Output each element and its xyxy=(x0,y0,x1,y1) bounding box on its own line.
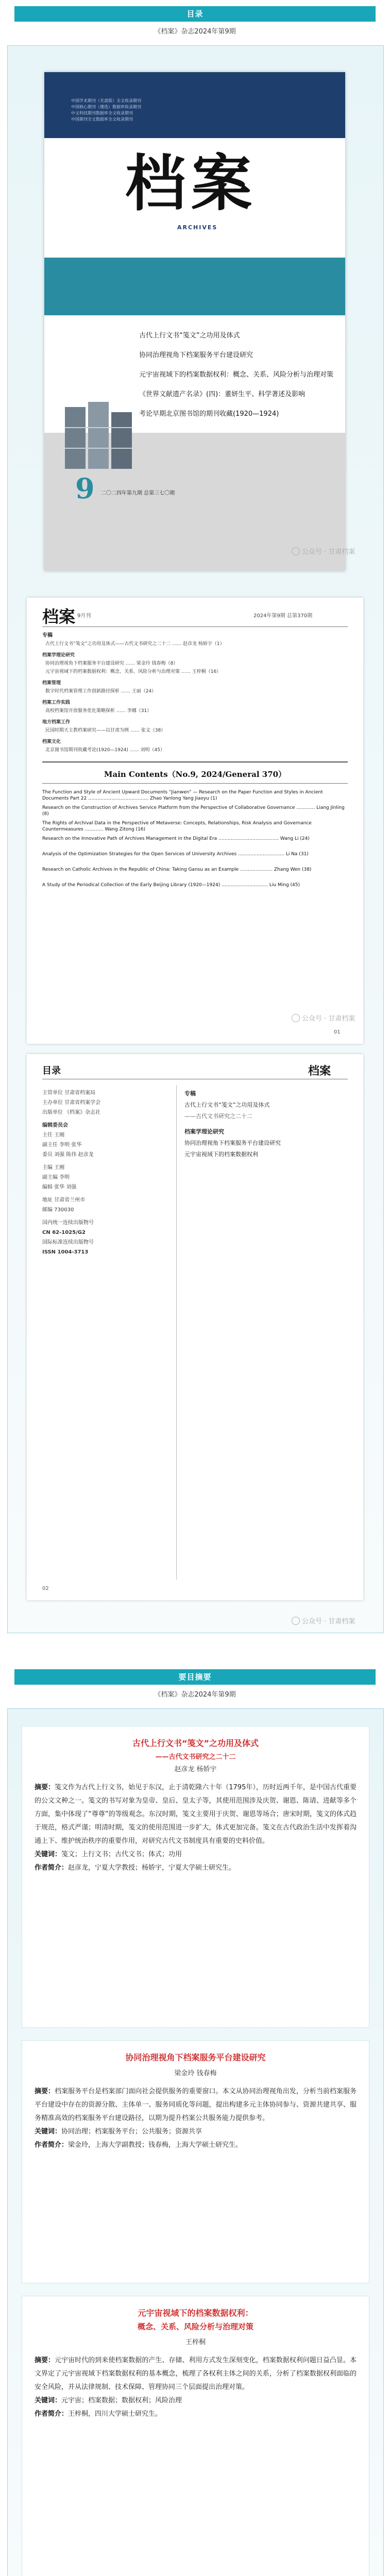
page-number: 02 xyxy=(42,1586,49,1591)
abstract-author: 王梓桐 xyxy=(185,2338,206,2346)
imprint-right-column: 专稿 古代上行文书“笺文”之功用及体式 ——古代文书研究之二十二 档案学理论研究 协同治理视角下档案服务平台建设研究 元宇宙视域下的档案数据权利 xyxy=(184,1090,281,1158)
toc-en-line[interactable]: The Function and Style of Ancient Upward Documents “Jianwen” — Research on the Paper Function and Styles in Ancient Documents Part 22 ………………………………… Zhao Yanlong Yang Jiaoyu (1) xyxy=(42,790,323,801)
contents-rule xyxy=(42,783,348,784)
toc-line[interactable]: 古代上行文书“笺文”之功用及体式——古代文书研究之二十二 …… 赵彦龙 杨娇宇（1） xyxy=(45,641,225,647)
toc-en-line[interactable]: Analysis of the Optimization Strategies for the Open Services of University Archives ………………………… Li Na (31) xyxy=(42,852,309,857)
toc-line[interactable]: 数字时代档案管理工作创新路径探析 …… 王丽（24） xyxy=(45,689,157,694)
abstract-author: 赵彦龙 杨娇宇 xyxy=(174,1766,217,1773)
toc-line[interactable]: 民国时期天主教档案研究——以甘肃为例 …… 张文（38） xyxy=(45,728,166,733)
imprint-page xyxy=(27,1054,363,1600)
contents-masthead: 档案 xyxy=(42,607,76,626)
cover-feature-4: 《世界文献遗产名录》(四)：董妍生平、科学著述及影响 xyxy=(139,391,306,398)
cover-feature-1: 古代上行文书“笺文”之功用及体式 xyxy=(139,332,240,340)
toc-heading: 地方档案工作 xyxy=(42,720,71,725)
abstract-author: 梁金玲 钱春梅 xyxy=(174,2070,217,2077)
abstracts-section-title: 要目摘要 xyxy=(178,1672,212,1682)
abstract-title[interactable]: 协同治理视角下档案服务平台建设研究 xyxy=(125,2053,266,2062)
toc-heading: 档案学理论研究 xyxy=(42,653,75,658)
abstract-title[interactable]: 元宇宙视域下的档案数据权利： xyxy=(138,2308,253,2318)
toc-en-line[interactable]: Research on the Innovative Path of Archives Management in the Digital Era ………………………………… Wang Li (24) xyxy=(42,836,310,841)
wechat-icon xyxy=(292,1014,300,1022)
watermark: 公众号 · 甘肃档案 xyxy=(292,1616,355,1625)
contents-month: 9月刊 xyxy=(77,613,91,619)
toc-en-line[interactable]: The Rights of Archival Data in the Perspective of Metaverse: Concepts, Relationships, Risk Analysis and Governance Countermeasures ………… Wang Zitong (16) xyxy=(42,821,312,832)
toc-line[interactable]: 协同治理视角下档案服务平台建设研究 …… 梁金玲 钱春梅（8） xyxy=(45,661,178,666)
imprint-divider xyxy=(176,1085,177,1580)
abstract-author-info: 作者简介：王梓桐，四川大学硕士研究生。 xyxy=(35,2410,162,2418)
contents-section-header xyxy=(14,6,376,22)
abstract-keywords: 关键词：元宇宙；档案数据；数据权利；风险治理 xyxy=(35,2397,182,2404)
toc-line[interactable]: 元宇宙视域下的档案数据权利：概念、关系、风险分析与治理对策 …… 王梓桐（16） xyxy=(45,669,222,674)
abstract-paragraph: 摘要：元宇宙时代的到来使档案数据的产生、存储、利用方式发生深刻变化，档案数据权利问题日益凸显。本文界定了元宇宙视域下档案数据权利的基本概念，梳理了各权利主体之间的关系，分析了档案数据权利面临的安全风险，并从法律规制、技术保障、管理协同三个层面提出治理对策。 xyxy=(35,2357,357,2391)
toc-line[interactable]: 高校档案馆开放服务优化策略探析 …… 李娜（31） xyxy=(45,708,152,714)
wechat-icon xyxy=(292,1617,300,1625)
archive-shelves-graphic xyxy=(60,397,152,474)
contents-section-subtitle: 《档案》杂志2024年第9期 xyxy=(154,28,236,36)
contents-section-title: 目录 xyxy=(186,9,204,19)
cover-feature-2: 协同治理视角下档案服务平台建设研究 xyxy=(139,351,253,359)
watermark: 公众号 · 甘肃档案 xyxy=(292,1013,355,1023)
abstract-title[interactable]: 古代上行文书“笺文”之功用及体式 xyxy=(132,1738,259,1748)
abstract-card-3 xyxy=(22,2296,369,2576)
toc-en-line[interactable]: Research on Catholic Archives in the Republic of China: Taking Gansu as an Example ………………… Zhang Wen (38) xyxy=(42,867,312,872)
abstract-body xyxy=(35,2354,357,2421)
abstract-subtitle: ——古代文书研究之二十二 xyxy=(155,1753,236,1761)
cover-masthead: 档案 xyxy=(125,147,257,219)
toc-heading: 档案管理 xyxy=(42,681,61,686)
imprint-left-column: 主管单位 甘肃省档案局 主办单位 甘肃省档案学会 出版单位 《档案》杂志社 编辑委员会 主任 王刚 副主任 李明 张华 委员 刘强 陈伟 赵彦龙 主编 王刚 副主编 李明 编辑 张华 刘强 地址 甘肃省兰州市 邮编 730030 国内统一连续出版物号 CN 62-1025/G2 国际标准连续出版物号 ISSN 1004-3713 xyxy=(42,1090,101,1255)
wechat-icon xyxy=(292,547,300,555)
toc-heading: 档案文化 xyxy=(42,739,61,744)
toc-en-line[interactable]: Research on the Construction of Archives Service Platform from the Perspective of Collaborative Governance ………… Liang Jinling (8) xyxy=(42,805,345,817)
toc-en-line[interactable]: A Study of the Periodical Collection of the Early Beijing Library (1920—1924) ………………………… Liu Ming (45) xyxy=(42,883,300,888)
cover-issue-line: 二〇二四年第九期 总第三七〇期 xyxy=(101,490,175,496)
contents-rule xyxy=(42,761,348,762)
cover-feature-3: 元宇宙视域下的档案数据权利：概念、关系、风险分析与治理对策 xyxy=(139,371,334,379)
abstract-author-info: 作者简介：梁金玲，上海大学副教授；钱春梅，上海大学硕士研究生。 xyxy=(35,2141,243,2149)
toc-heading: 档案工作实践 xyxy=(42,700,71,705)
watermark: 公众号 · 甘肃档案 xyxy=(292,546,355,556)
abstract-keywords: 关键词：笺文；上行文书；古代文书；体式；功用 xyxy=(35,1851,182,1858)
journal-cover-image xyxy=(44,72,345,571)
cover-issue-number: 9 xyxy=(75,472,95,505)
abstract-card-1 xyxy=(22,1726,369,2028)
abstract-card-2 xyxy=(22,2040,369,2283)
contents-page xyxy=(27,598,363,1044)
abstracts-section-subtitle: 《档案》杂志2024年第9期 xyxy=(154,1691,236,1699)
contents-date-line: 2024年第9期 总第370期 xyxy=(253,613,313,619)
cover-masthead-latin: ARCHIVES xyxy=(177,224,218,231)
toc-line[interactable]: 北京图书馆期刊收藏考论(1920—1924) …… 刘明（45） xyxy=(45,748,165,753)
abstract-subtitle: 概念、关系、风险分析与治理对策 xyxy=(137,2322,253,2331)
abstract-body xyxy=(35,1781,357,1875)
imprint-masthead: 档案 xyxy=(308,1064,331,1078)
abstract-paragraph: 摘要：笺文作为古代上行文书，始见于东汉，止于清乾隆六十年（1795年），历时近两千年，是中国古代重要的公文文种之一。笺文的书写对象为皇帝、皇后、皇太子等，其使用范围涉及庆贺、谢恩、陈请、进献等多个方面，集中体现了“尊尊”的等级观念。东汉时期，笺文主要用于庆贺、谢恩等场合；唐宋时期，笺文的体式趋于规范，格式严谨；明清时期，笺文的使用范围进一步扩大，体式更加完备。笺文在古代政治生活中发挥着沟通上下、维护统治秩序的重要作用，对研究古代文书制度具有重要的史料价值。 xyxy=(35,1784,357,1845)
cover-teal-band xyxy=(44,258,345,315)
abstracts-section-header xyxy=(14,1669,376,1685)
cover-header-lines: 中国学术期刊（光盘版）全文收录期刊 中国核心期刊（遴选）数据库收录期刊 中文科技期刊数据库全文收录期刊 中国期刊全文数据库全文收录期刊 xyxy=(71,98,141,122)
contents-rule xyxy=(42,626,348,627)
abstract-keywords: 关键词：协同治理；档案服务平台；公共服务；资源共享 xyxy=(35,2128,202,2136)
abstract-paragraph: 摘要：档案服务平台是档案部门面向社会提供服务的重要窗口。本文从协同治理视角出发，分析当前档案服务平台建设中存在的资源分散、主体单一、服务同质化等问题，提出构建多元主体协同参与、资源共建共享、服务精准高效的档案服务平台建设路径，以期为提升档案公共服务能力提供参考。 xyxy=(35,2088,357,2122)
main-contents-title: Main Contents（No.9, 2024/General 370） xyxy=(104,770,286,779)
imprint-heading: 目录 xyxy=(42,1065,61,1076)
abstract-body xyxy=(35,2085,357,2152)
contents-col-label: 专稿 xyxy=(42,633,53,638)
abstract-author-info: 作者简介：赵彦龙，宁夏大学教授；杨娇宇，宁夏大学硕士研究生。 xyxy=(35,1864,236,1872)
page-number: 01 xyxy=(334,1029,341,1035)
cover-feature-5: 考论早期北京图书馆的期刊收藏(1920—1924) xyxy=(139,410,279,418)
